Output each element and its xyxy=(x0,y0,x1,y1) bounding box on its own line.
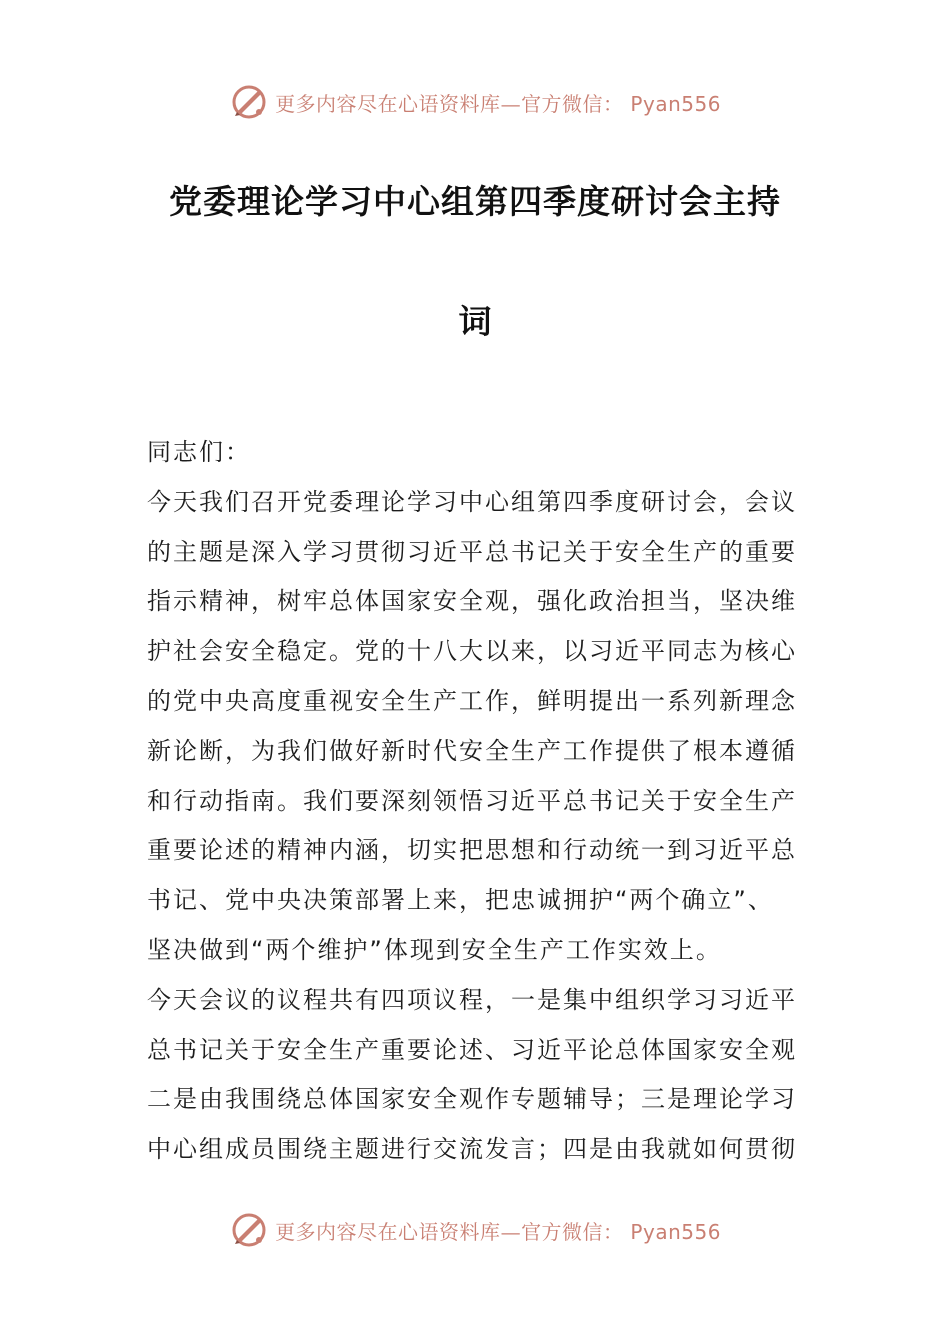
banner-wechat-id: Pyan556 xyxy=(630,91,721,116)
pen-logo-icon xyxy=(229,82,269,122)
body-line: 今天会议的议程共有四项议程，一是集中组织学习习近平 xyxy=(147,985,797,1014)
banner-site-text: 更多内容尽在心语资料库 xyxy=(275,1219,501,1244)
body-line: 二是由我围绕总体国家安全观作专题辅导；三是理论学习 xyxy=(147,1085,797,1114)
body-line: 护社会安全稳定。党的十八大以来，以习近平同志为核心 xyxy=(147,637,797,666)
header-banner xyxy=(0,80,950,124)
body-line: 新论断，为我们做好新时代安全生产工作提供了根本遵循 xyxy=(147,736,797,765)
body-line: 指示精神，树牢总体国家安全观，强化政治担当，坚决维 xyxy=(147,587,797,616)
body-line: 中心组成员围绕主题进行交流发言；四是由我就如何贯彻 xyxy=(147,1135,797,1164)
body-line: 同志们： xyxy=(147,438,251,466)
banner-separator: — xyxy=(500,1219,522,1244)
pen-logo-icon xyxy=(229,1210,269,1250)
banner-separator: — xyxy=(500,91,522,116)
banner-wechat-label: 官方微信： xyxy=(521,91,624,116)
banner-wechat-id: Pyan556 xyxy=(630,1219,721,1244)
document-body xyxy=(147,428,807,1175)
footer-banner xyxy=(0,1208,950,1252)
body-line: 和行动指南。我们要深刻领悟习近平总书记关于安全生产 xyxy=(147,786,797,815)
banner-wechat-label: 官方微信： xyxy=(521,1219,624,1244)
body-line: 的主题是深入学习贯彻习近平总书记关于安全生产的重要 xyxy=(147,537,797,566)
body-line: 坚决做到“两个维护”体现到安全生产工作实效上。 xyxy=(147,935,722,964)
banner-text xyxy=(275,1216,721,1245)
body-line: 总书记关于安全生产重要论述、习近平论总体国家安全观 xyxy=(147,1035,797,1064)
document-title-line2: 词 xyxy=(458,302,492,341)
body-line: 重要论述的精神内涵，切实把思想和行动统一到习近平总 xyxy=(147,836,797,865)
document-title-line1: 党委理论学习中心组第四季度研讨会主持 xyxy=(169,182,781,221)
body-line: 书记、党中央决策部署上来，把忠诚拥护“两个确立”、 xyxy=(147,886,774,915)
banner-site-text: 更多内容尽在心语资料库 xyxy=(275,91,501,116)
body-line: 今天我们召开党委理论学习中心组第四季度研讨会，会议 xyxy=(147,487,797,516)
body-line: 的党中央高度重视安全生产工作，鲜明提出一系列新理念 xyxy=(147,686,797,715)
banner-text xyxy=(275,88,721,117)
